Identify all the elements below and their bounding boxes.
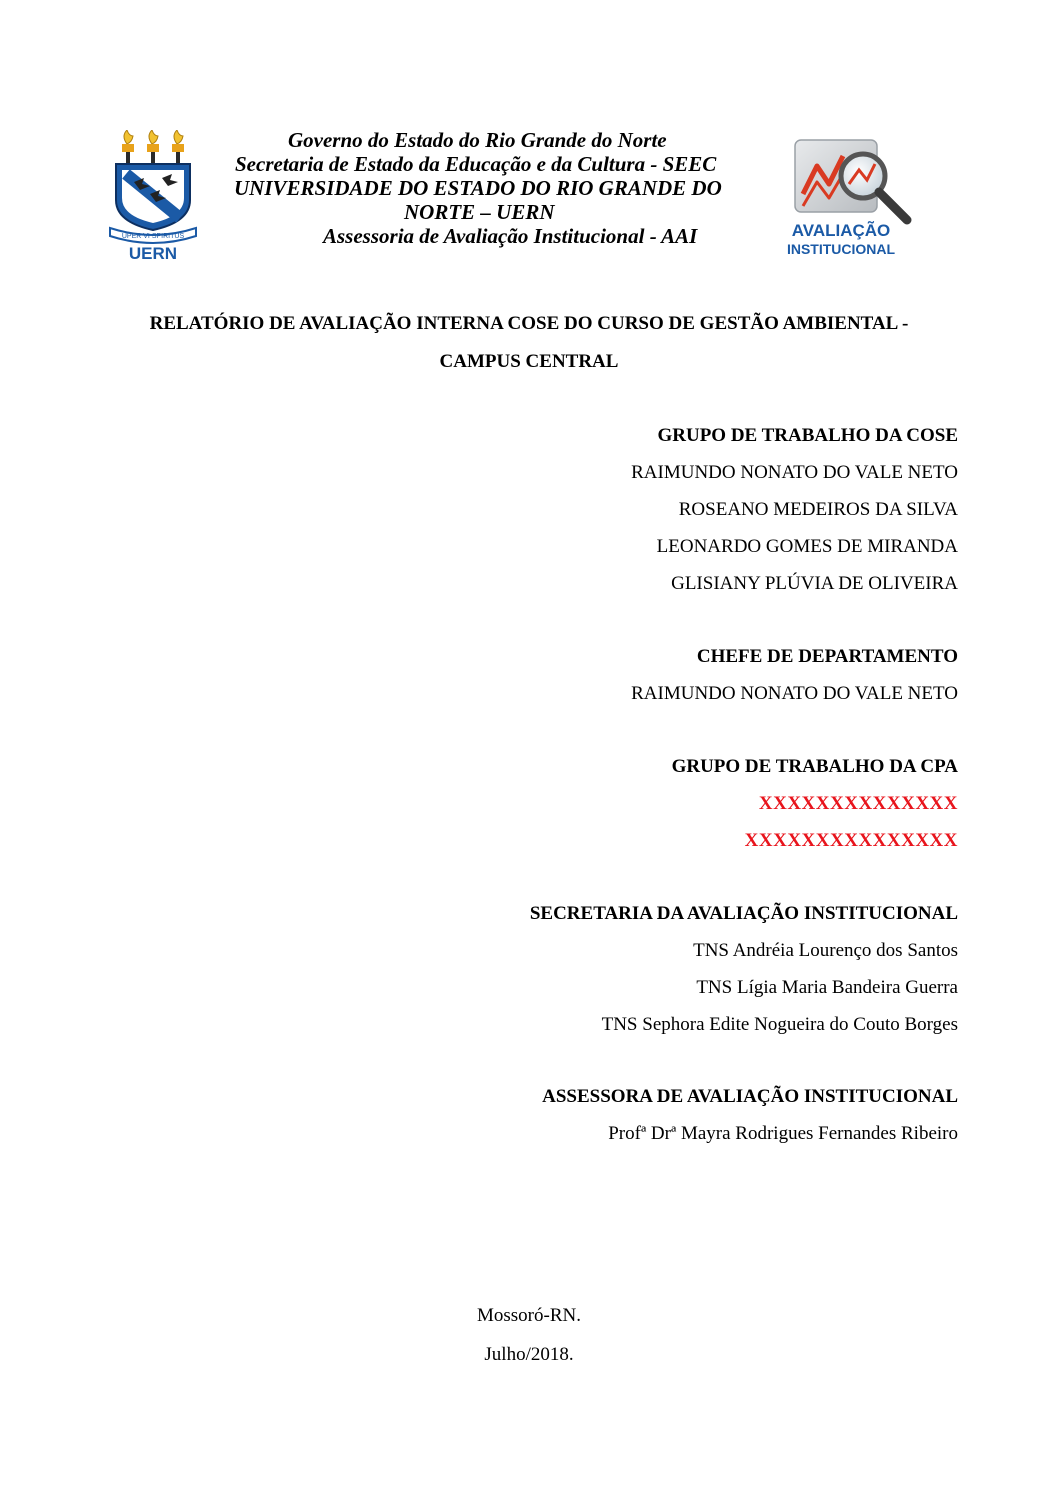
assessora-heading: ASSESSORA DE AVALIAÇÃO INSTITUCIONAL: [542, 1086, 958, 1107]
cpa-group: [672, 748, 958, 859]
cpa-member-placeholder: XXXXXXXXXXXXXXX: [744, 830, 958, 851]
institution-header: [210, 128, 770, 248]
secretaria-group: [530, 895, 958, 1043]
footer-place: Mossoró-RN.: [477, 1305, 581, 1326]
uern-logo: [102, 130, 202, 262]
report-title-line2: CAMPUS CENTRAL: [439, 351, 619, 372]
secretaria-member: TNS Sephora Edite Nogueira do Couto Borges: [601, 1014, 958, 1035]
cose-heading: GRUPO DE TRABALHO DA COSE: [657, 425, 958, 446]
logo-motto: UPER VI SPIRITUS: [121, 233, 185, 240]
report-title-line1: RELATÓRIO DE AVALIAÇÃO INTERNA COSE DO CURSO DE GESTÃO AMBIENTAL -: [149, 313, 909, 334]
department-head: [631, 638, 958, 712]
chefe-name: RAIMUNDO NONATO DO VALE NETO: [631, 683, 958, 704]
cose-member: RAIMUNDO NONATO DO VALE NETO: [631, 462, 958, 483]
header-line-assessoria: Assessoria de Avaliação Institucional - AAI: [323, 224, 698, 248]
cose-group: [631, 417, 958, 602]
logo-avaliacao-line1: AVALIAÇÃO: [791, 221, 891, 240]
header-line-government: Governo do Estado do Rio Grande do Norte: [288, 128, 667, 152]
chefe-heading: CHEFE DE DEPARTAMENTO: [696, 646, 958, 667]
logo-uern-text: UERN: [128, 244, 178, 262]
cose-member: LEONARDO GOMES DE MIRANDA: [656, 536, 958, 557]
cose-member: GLISIANY PLÚVIA DE OLIVEIRA: [671, 573, 958, 594]
assessora-name: Profª Drª Mayra Rodrigues Fernandes Ribeiro: [608, 1123, 958, 1144]
secretaria-member: TNS Lígia Maria Bandeira Guerra: [696, 977, 958, 998]
header-line-university-cont: NORTE – UERN: [404, 200, 555, 224]
secretaria-heading: SECRETARIA DA AVALIAÇÃO INSTITUCIONAL: [529, 903, 958, 924]
logo-avaliacao-line2: INSTITUCIONAL: [786, 241, 896, 257]
footer-date: Julho/2018.: [484, 1344, 574, 1365]
assessora-group: [542, 1078, 958, 1152]
cpa-heading: GRUPO DE TRABALHO DA CPA: [671, 756, 958, 777]
cose-member: ROSEANO MEDEIROS DA SILVA: [678, 499, 958, 520]
avaliacao-logo: [783, 136, 928, 258]
header-line-secretariat: Secretaria de Estado da Educação e da Cultura - SEEC: [235, 152, 717, 176]
cpa-member-placeholder: XXXXXXXXXXXXXX: [758, 793, 958, 814]
secretaria-member: TNS Andréia Lourenço dos Santos: [693, 940, 958, 961]
header-line-university: UNIVERSIDADE DO ESTADO DO RIO GRANDE DO: [234, 176, 722, 200]
